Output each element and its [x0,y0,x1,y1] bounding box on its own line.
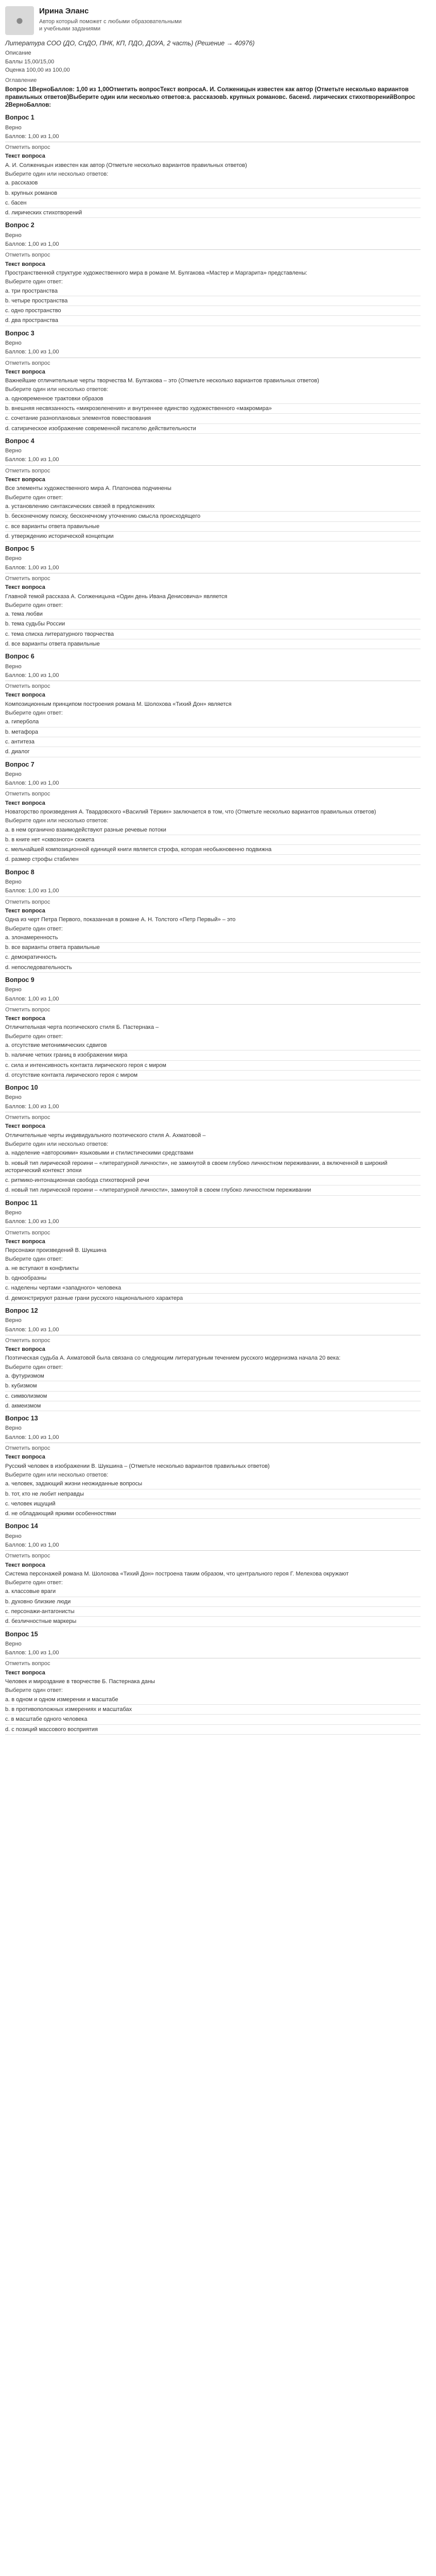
document-title: Литература СОО (ДО, СпДО, ПНК, КП, ПДО, ДОУА, 2 часть) (Решение → 40976) [5,40,255,47]
divider [5,972,421,973]
question-text-heading: Текст вопроса [5,584,45,591]
question-score: Баллов: 1,00 из 1,00 [5,1103,59,1110]
answer-option[interactable]: a. рассказов [5,180,38,187]
answer-option[interactable]: a. классовые враги [5,1588,56,1595]
divider [5,1616,421,1617]
question-status: Верно [5,771,22,777]
question-block [5,545,421,649]
author-header [5,6,421,35]
question-title: Вопрос 13 [5,1415,38,1422]
answer-option[interactable]: c. все варианты ответа правильные [5,523,100,530]
answer-option[interactable]: d. отсутствие контакта лирического героя с миром [5,1072,138,1078]
flag-question-link[interactable]: Отметить вопрос [5,1337,50,1344]
question-text-heading: Текст вопроса [5,1123,45,1130]
divider [5,1060,421,1061]
question-score: Баллов: 1,00 из 1,00 [5,456,59,463]
flag-question-link[interactable]: Отметить вопрос [5,791,50,798]
question-score: Баллов: 1,00 из 1,00 [5,1541,59,1548]
grade-line: Оценка 100,00 из 100,00 [5,66,70,73]
question-title: Вопрос 14 [5,1522,38,1530]
question-text: А. И. Солженицын известен как автор (Отметьте несколько вариантов правильных ответов) [5,162,247,168]
divider [5,511,421,512]
question-score: Баллов: 1,00 из 1,00 [5,1326,59,1333]
question-status: Верно [5,1209,22,1216]
answer-option[interactable]: b. однообразны [5,1275,47,1282]
question-text: Персонажи произведений В. Шукшина [5,1247,107,1254]
answer-option[interactable]: a. гипербола [5,719,39,725]
answer-option[interactable]: b. тот, кто не любит неправды [5,1490,84,1497]
questions-list [5,113,421,1735]
answer-option[interactable]: c. мельчайшей композиционной единицей книги является строфа, которая необыкновенно подвижна [5,846,272,853]
question-text: Главной темой рассказа А. Солженицына «Один день Ивана Денисовича» является [5,593,228,600]
divider [5,1734,421,1735]
answer-prompt: Выберите один ответ: [5,1580,63,1586]
question-text-heading: Текст вопроса [5,1562,45,1568]
answer-option[interactable]: b. крупных романов [5,190,57,196]
question-score: Баллов: 1,00 из 1,00 [5,564,59,571]
answer-option[interactable]: d. с позиций массового восприятия [5,1726,98,1733]
question-title: Вопрос 12 [5,1307,38,1314]
flag-question-link[interactable]: Отметить вопрос [5,1553,50,1560]
author-name[interactable]: Ирина Эланс [39,7,89,15]
divider [5,952,421,953]
question-text-heading: Текст вопроса [5,261,45,267]
question-score: Баллов: 1,00 из 1,00 [5,888,59,894]
answer-prompt: Выберите один или несколько ответов: [5,1471,109,1478]
answer-option[interactable]: b. духовно близкие люди [5,1598,71,1605]
answer-prompt: Выберите один ответ: [5,1256,63,1263]
divider [5,1158,421,1159]
question-status: Верно [5,879,22,886]
divider [5,896,421,897]
question-title: Вопрос 6 [5,653,34,660]
flag-question-link[interactable]: Отметить вопрос [5,1445,50,1452]
question-block [5,1414,421,1519]
answer-option[interactable]: c. человек ищущий [5,1500,56,1507]
question-block [5,1630,421,1735]
question-text: Отличительная черта поэтического стиля Б. Пастернака – [5,1024,159,1031]
answer-prompt: Выберите один ответ: [5,710,63,717]
question-title: Вопрос 9 [5,976,34,984]
flag-question-link[interactable]: Отметить вопрос [5,899,50,905]
divider [5,1550,421,1551]
toc-summary: Вопрос 1ВерноБаллов: 1,00 из 1,00Отметить вопросТекст вопросаА. И. Солженицын известен как автор (Отметьте несколько вариантов правильных ответов)Выберите один или несколько ответов:a. рассказовb. крупных романовc. басенd. лирических стихотворенийВопрос 2ВерноБаллов: [5,87,415,109]
divider [5,531,421,532]
answer-option[interactable]: a. тема любви [5,611,43,618]
question-title: Вопрос 7 [5,760,34,768]
question-block [5,976,421,1080]
flag-question-link[interactable]: Отметить вопрос [5,1229,50,1236]
answer-option[interactable]: d. диалог [5,749,30,755]
answer-option[interactable]: c. персонажи-антагонисты [5,1608,75,1615]
flag-question-link[interactable]: Отметить вопрос [5,683,50,690]
author-block [39,6,421,32]
divider [5,1626,421,1627]
question-text: Важнейшие отличительные черты творчества М. Булгакова – это (Отметьте несколько вариантов правильных ответов) [5,378,319,384]
divider [5,1293,421,1294]
question-score: Баллов: 1,00 из 1,00 [5,672,59,679]
question-text-heading: Текст вопроса [5,1669,45,1676]
user-icon: ● [15,12,24,28]
answer-option[interactable]: d. размер строфы стабилен [5,856,79,863]
answer-option[interactable]: a. злонамеренность [5,934,58,941]
answer-option[interactable]: c. сочетание разноплановых элементов повествования [5,415,151,422]
question-block [5,437,421,541]
question-text: Человек и мироздание в творчестве Б. Пастернака даны [5,1679,155,1685]
answer-option[interactable]: b. в книге нет «сквозного» сюжета [5,836,95,843]
question-block [5,868,421,973]
flag-question-link[interactable]: Отметить вопрос [5,1006,50,1013]
answer-prompt: Выберите один ответ: [5,602,63,608]
question-text-heading: Текст вопроса [5,1346,45,1353]
divider [5,315,421,316]
divider [5,1606,421,1607]
answer-option[interactable]: b. все варианты ответа правильные [5,944,100,951]
question-text: Новаторство произведения А. Твардовского «Василий Тёркин» заключается в том, что (Отметьте несколько вариантов правильных ответов) [5,809,376,815]
flag-question-link[interactable]: Отметить вопрос [5,467,50,474]
flag-question-link[interactable]: Отметить вопрос [5,1114,50,1121]
answer-prompt: Выберите один ответ: [5,1033,63,1040]
answer-option[interactable]: d. непоследовательность [5,964,72,971]
answer-prompt: Выберите один ответ: [5,1687,63,1694]
question-title: Вопрос 3 [5,329,34,337]
answer-prompt: Выберите один или несколько ответов: [5,386,109,393]
flag-question-link[interactable]: Отметить вопрос [5,252,50,259]
divider [5,1175,421,1176]
question-block [5,1522,421,1626]
answer-option[interactable]: c. наделены чертами «западного» человека [5,1285,121,1292]
answer-option[interactable]: d. акмеизмом [5,1402,41,1409]
divider [5,1227,421,1228]
divider [5,403,421,404]
question-block [5,760,421,865]
answer-option[interactable]: b. новый тип лирической героини – «литературной личности», не замкнутой в своем глубоко личностном переживании, а включенной в широкий исторический контекст эпохи [5,1160,388,1174]
question-status: Верно [5,1640,22,1647]
question-text: Система персонажей романа М. Шолохова «Тихий Дон» построена таким образом, что центрального героя Г. Мелехова окружают [5,1570,349,1577]
question-text-heading: Текст вопроса [5,368,45,375]
answer-option[interactable]: d. лирических стихотворений [5,210,82,216]
question-title: Вопрос 2 [5,222,34,229]
question-score: Баллов: 1,00 из 1,00 [5,1218,59,1225]
divider [5,1704,421,1705]
answer-option[interactable]: c. сила и интенсивность контакта лирического героя с миром [5,1062,166,1069]
divider [5,629,421,630]
answer-option[interactable]: a. в нем органично взаимодействуют разные речевые потоки [5,826,166,833]
question-status: Верно [5,1094,22,1101]
answer-option[interactable]: b. четыре пространства [5,297,68,304]
divider [5,413,421,414]
question-block [5,329,421,434]
question-text-heading: Текст вопроса [5,1015,45,1022]
question-block [5,652,421,757]
answer-option[interactable]: c. тема списка литературного творчества [5,631,114,637]
flag-question-link[interactable]: Отметить вопрос [5,144,50,151]
question-block [5,1307,421,1411]
divider [5,249,421,250]
answer-prompt: Выберите один или несколько ответов: [5,1141,109,1147]
divider [5,788,421,789]
divider [5,1714,421,1715]
flag-question-link[interactable]: Отметить вопрос [5,360,50,366]
answer-option[interactable]: a. одновременное трактовки образов [5,395,103,402]
answer-option[interactable]: d. два пространства [5,317,58,324]
question-text: Одна из черт Петра Первого, показанная в романе А. Н. Толстого «Петр Первый» – это [5,917,236,923]
answer-option[interactable]: d. все варианты ответа правильные [5,641,100,648]
flag-question-link[interactable]: Отметить вопрос [5,575,50,582]
divider [5,942,421,943]
author-description: Автор который поможет с любыми образовательными и учебными заданиями [39,18,182,32]
question-text: Все элементы художественного мира А. Платонова подчинены [5,485,171,492]
answer-option[interactable]: a. наделение «авторскими» языковыми и стилистическими средствами [5,1150,194,1157]
question-text-heading: Текст вопроса [5,907,45,914]
question-title: Вопрос 1 [5,114,34,122]
question-status: Верно [5,555,22,562]
question-block [5,1199,421,1303]
question-score: Баллов: 1,00 из 1,00 [5,241,59,248]
answer-option[interactable]: a. не вступают в конфликты [5,1265,79,1272]
divider [5,854,421,855]
divider [5,1195,421,1196]
answer-option[interactable]: b. тема судьбы России [5,621,65,628]
avatar[interactable] [5,6,34,35]
divider [5,844,421,845]
question-title: Вопрос 11 [5,1199,38,1207]
divider [5,423,421,424]
question-text: Русский человек в изображении В. Шукшина – (Отметьте несколько вариантов правильных ответов) [5,1463,270,1469]
answer-option[interactable]: d. утверждению исторической концепции [5,533,114,539]
question-title: Вопрос 4 [5,437,34,445]
answer-option[interactable]: c. в масштабе одного человека [5,1716,88,1723]
answer-option[interactable]: d. демонстрируют разные грани русского национального характера [5,1295,183,1301]
question-status: Верно [5,1533,22,1539]
divider [5,1724,421,1725]
question-block [5,1083,421,1196]
question-status: Верно [5,448,22,454]
answer-option[interactable]: d. сатирическое изображение современной писателю действительности [5,425,196,432]
answer-option[interactable]: c. одно пространство [5,308,61,314]
question-score: Баллов: 1,00 из 1,00 [5,995,59,1002]
question-score: Баллов: 1,00 из 1,00 [5,133,59,140]
answer-option[interactable]: a. в одном и одном измерении и масштабе [5,1696,118,1703]
answer-option[interactable]: a. человек, задающий жизни неожиданные вопросы [5,1481,143,1487]
question-status: Верно [5,232,22,239]
question-text-heading: Текст вопроса [5,477,45,483]
question-score: Баллов: 1,00 из 1,00 [5,780,59,787]
divider [5,962,421,963]
question-text: Композиционным принципом построения романа М. Шолохова «Тихий Дон» является [5,701,232,707]
question-text-heading: Текст вопроса [5,153,45,160]
question-status: Верно [5,987,22,993]
question-title: Вопрос 10 [5,1084,38,1092]
answer-option[interactable]: d. новый тип лирической героини – «литературной личности», замкнутой в своем глубоко личностном переживании [5,1187,311,1194]
answer-option[interactable]: b. наличие четких границ в изображении мира [5,1052,128,1059]
answer-option[interactable]: c. ритмико-интонационная свобода стихотворной речи [5,1177,149,1184]
question-status: Верно [5,663,22,670]
answer-option[interactable]: c. басен [5,199,27,206]
answer-option[interactable]: a. футуризмом [5,1372,44,1379]
divider [5,1070,421,1071]
question-score: Баллов: 1,00 из 1,00 [5,349,59,355]
answer-option[interactable]: b. бесконечному поиску, бесконечному уточнению смысла происходящего [5,513,201,520]
question-block [5,113,421,218]
answer-prompt: Выберите один ответ: [5,925,63,932]
question-text-heading: Текст вопроса [5,1454,45,1461]
answer-option[interactable]: b. кубизмом [5,1383,37,1389]
question-title: Вопрос 15 [5,1630,38,1638]
question-text: Поэтическая судьба А. Ахматовой была связана со следующим литературным течением русского модернизма начала 20 века: [5,1355,341,1362]
question-title: Вопрос 8 [5,868,34,876]
question-status: Верно [5,340,22,346]
answer-option[interactable]: b. в противоположных измерениях и масштабах [5,1706,132,1713]
answer-option[interactable]: a. установлению синтаксических связей в предложениях [5,503,155,510]
answer-prompt: Выберите один ответ: [5,279,63,285]
question-status: Верно [5,1425,22,1432]
question-text-heading: Текст вопроса [5,1238,45,1245]
answer-option[interactable]: a. три пространства [5,287,58,294]
divider [5,1004,421,1005]
flag-question-link[interactable]: Отметить вопрос [5,1660,50,1667]
divider [5,433,421,434]
divider [5,188,421,189]
score-line: Баллы 15,00/15,00 [5,58,55,65]
divider [5,1273,421,1274]
answer-option[interactable]: d. безличностные маркеры [5,1618,77,1625]
question-title: Вопрос 5 [5,545,34,553]
divider [5,521,421,522]
answer-option[interactable]: c. антитеза [5,738,34,745]
question-status: Верно [5,1317,22,1324]
divider [5,465,421,466]
answer-option[interactable]: a. отсутствие метонимических сдвигов [5,1042,107,1049]
answer-option[interactable]: c. символизмом [5,1393,47,1399]
question-score: Баллов: 1,00 из 1,00 [5,1650,59,1656]
answer-prompt: Выберите один или несколько ответов: [5,171,109,177]
answer-prompt: Выберите один ответ: [5,494,63,501]
divider [5,1391,421,1392]
question-block [5,221,421,326]
question-text: Пространственной структуре художественного мира в романе М. Булгакова «Мастер и Маргарита» представлены: [5,269,307,276]
answer-option[interactable]: b. внешняя несвязанность «микрозеленения» и внутреннее единство художественного «макромира» [5,405,272,412]
divider [5,217,421,218]
answer-option[interactable]: d. не обладающий яркими особенностями [5,1511,116,1517]
question-text-heading: Текст вопроса [5,692,45,699]
answer-prompt: Выберите один ответ: [5,1364,63,1370]
question-status: Верно [5,124,22,131]
toc-label: Оглавление [5,77,37,84]
answer-option[interactable]: b. метафора [5,728,38,735]
question-text: Отличительные черты индивидуального поэтического стиля А. Ахматовой – [5,1132,206,1139]
answer-prompt: Выберите один или несколько ответов: [5,818,109,824]
question-text-heading: Текст вопроса [5,800,45,806]
question-score: Баллов: 1,00 из 1,00 [5,1434,59,1440]
answer-option[interactable]: c. демократичность [5,954,57,961]
divider [5,1518,421,1519]
description-label: Описание [5,50,31,57]
